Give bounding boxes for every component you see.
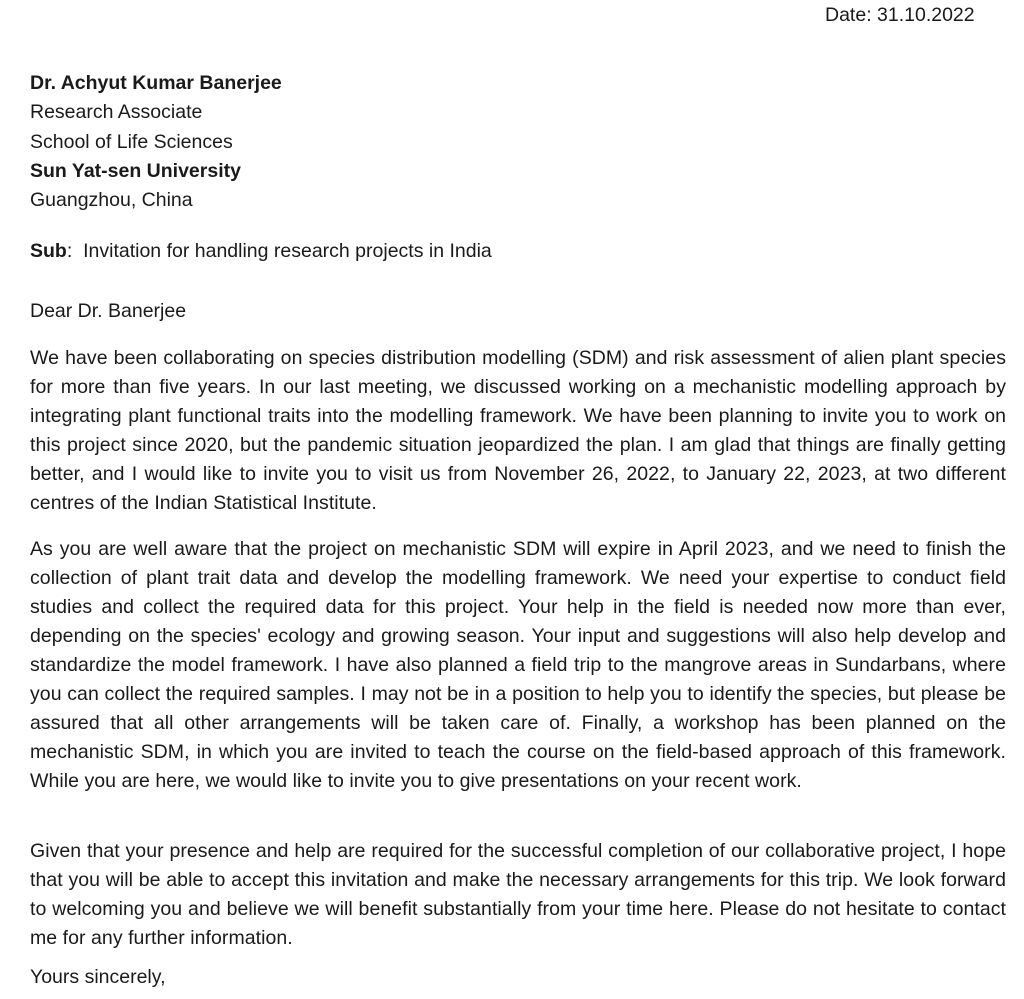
body-paragraph: As you are well aware that the project on mechanistic SDM will expire in April 2023, and we need to finish the collection of plant trait data and develop the modelling framework. We need your expertise to conduct field studies and collect the required data for this project. Your help in the field is needed now more than ever, depending on the species' ecology and growing season. Your input and suggestions will also help develop and standardize the model framework. I have also planned a field trip to the mangrove areas in Sundarbans, where you can collect the required samples. I may not be in a position to help you to identify the species, but please be assured that all other arrangements will be taken care of. Finally, a workshop has been planned on the mechanistic SDM, in which you are invited to teach the course on the field-based approach of this framework. While you are here, we would like to invite you to give presentations on your recent work. [30, 538, 1006, 792]
closing: Yours sincerely, [30, 966, 166, 988]
recipient-address [30, 69, 282, 215]
recipient-university: Sun Yat-sen University [30, 159, 241, 182]
body-paragraph: We have been collaborating on species distribution modelling (SDM) and risk assessment of alien plant species for more than five years. In our last meeting, we discussed working on a mechanistic modelling approach by integrating plant functional traits into the modelling framework. We have been planning to invite you to work on this project since 2020, but the pandemic situation jeopardized the plan. I am glad that things are finally getting better, and I would like to invite you to visit us from November 26, 2022, to January 22, 2023, at two different centres of the Indian Statistical Institute. [30, 347, 1006, 514]
subject-text: Invitation for handling research projects in India [83, 240, 492, 262]
subject-separator: : [66, 240, 84, 262]
body-paragraph: Given that your presence and help are required for the successful completion of our collaborative project, I hope that you will be able to accept this invitation and make the necessary arrangements for this trip. We look forward to welcoming you and believe we will benefit substantially from your time here. Please do not hesitate to contact me for any further information. [30, 840, 1006, 949]
letter-date: Date: 31.10.2022 [825, 4, 975, 26]
greeting: Dear Dr. Banerjee [30, 300, 187, 322]
subject-label: Sub [30, 240, 67, 262]
recipient-department: School of Life Sciences [30, 130, 233, 153]
recipient-title: Research Associate [30, 101, 203, 124]
subject-line [30, 240, 492, 263]
recipient-name: Dr. Achyut Kumar Banerjee [30, 72, 282, 94]
recipient-location: Guangzhou, China [30, 189, 193, 212]
